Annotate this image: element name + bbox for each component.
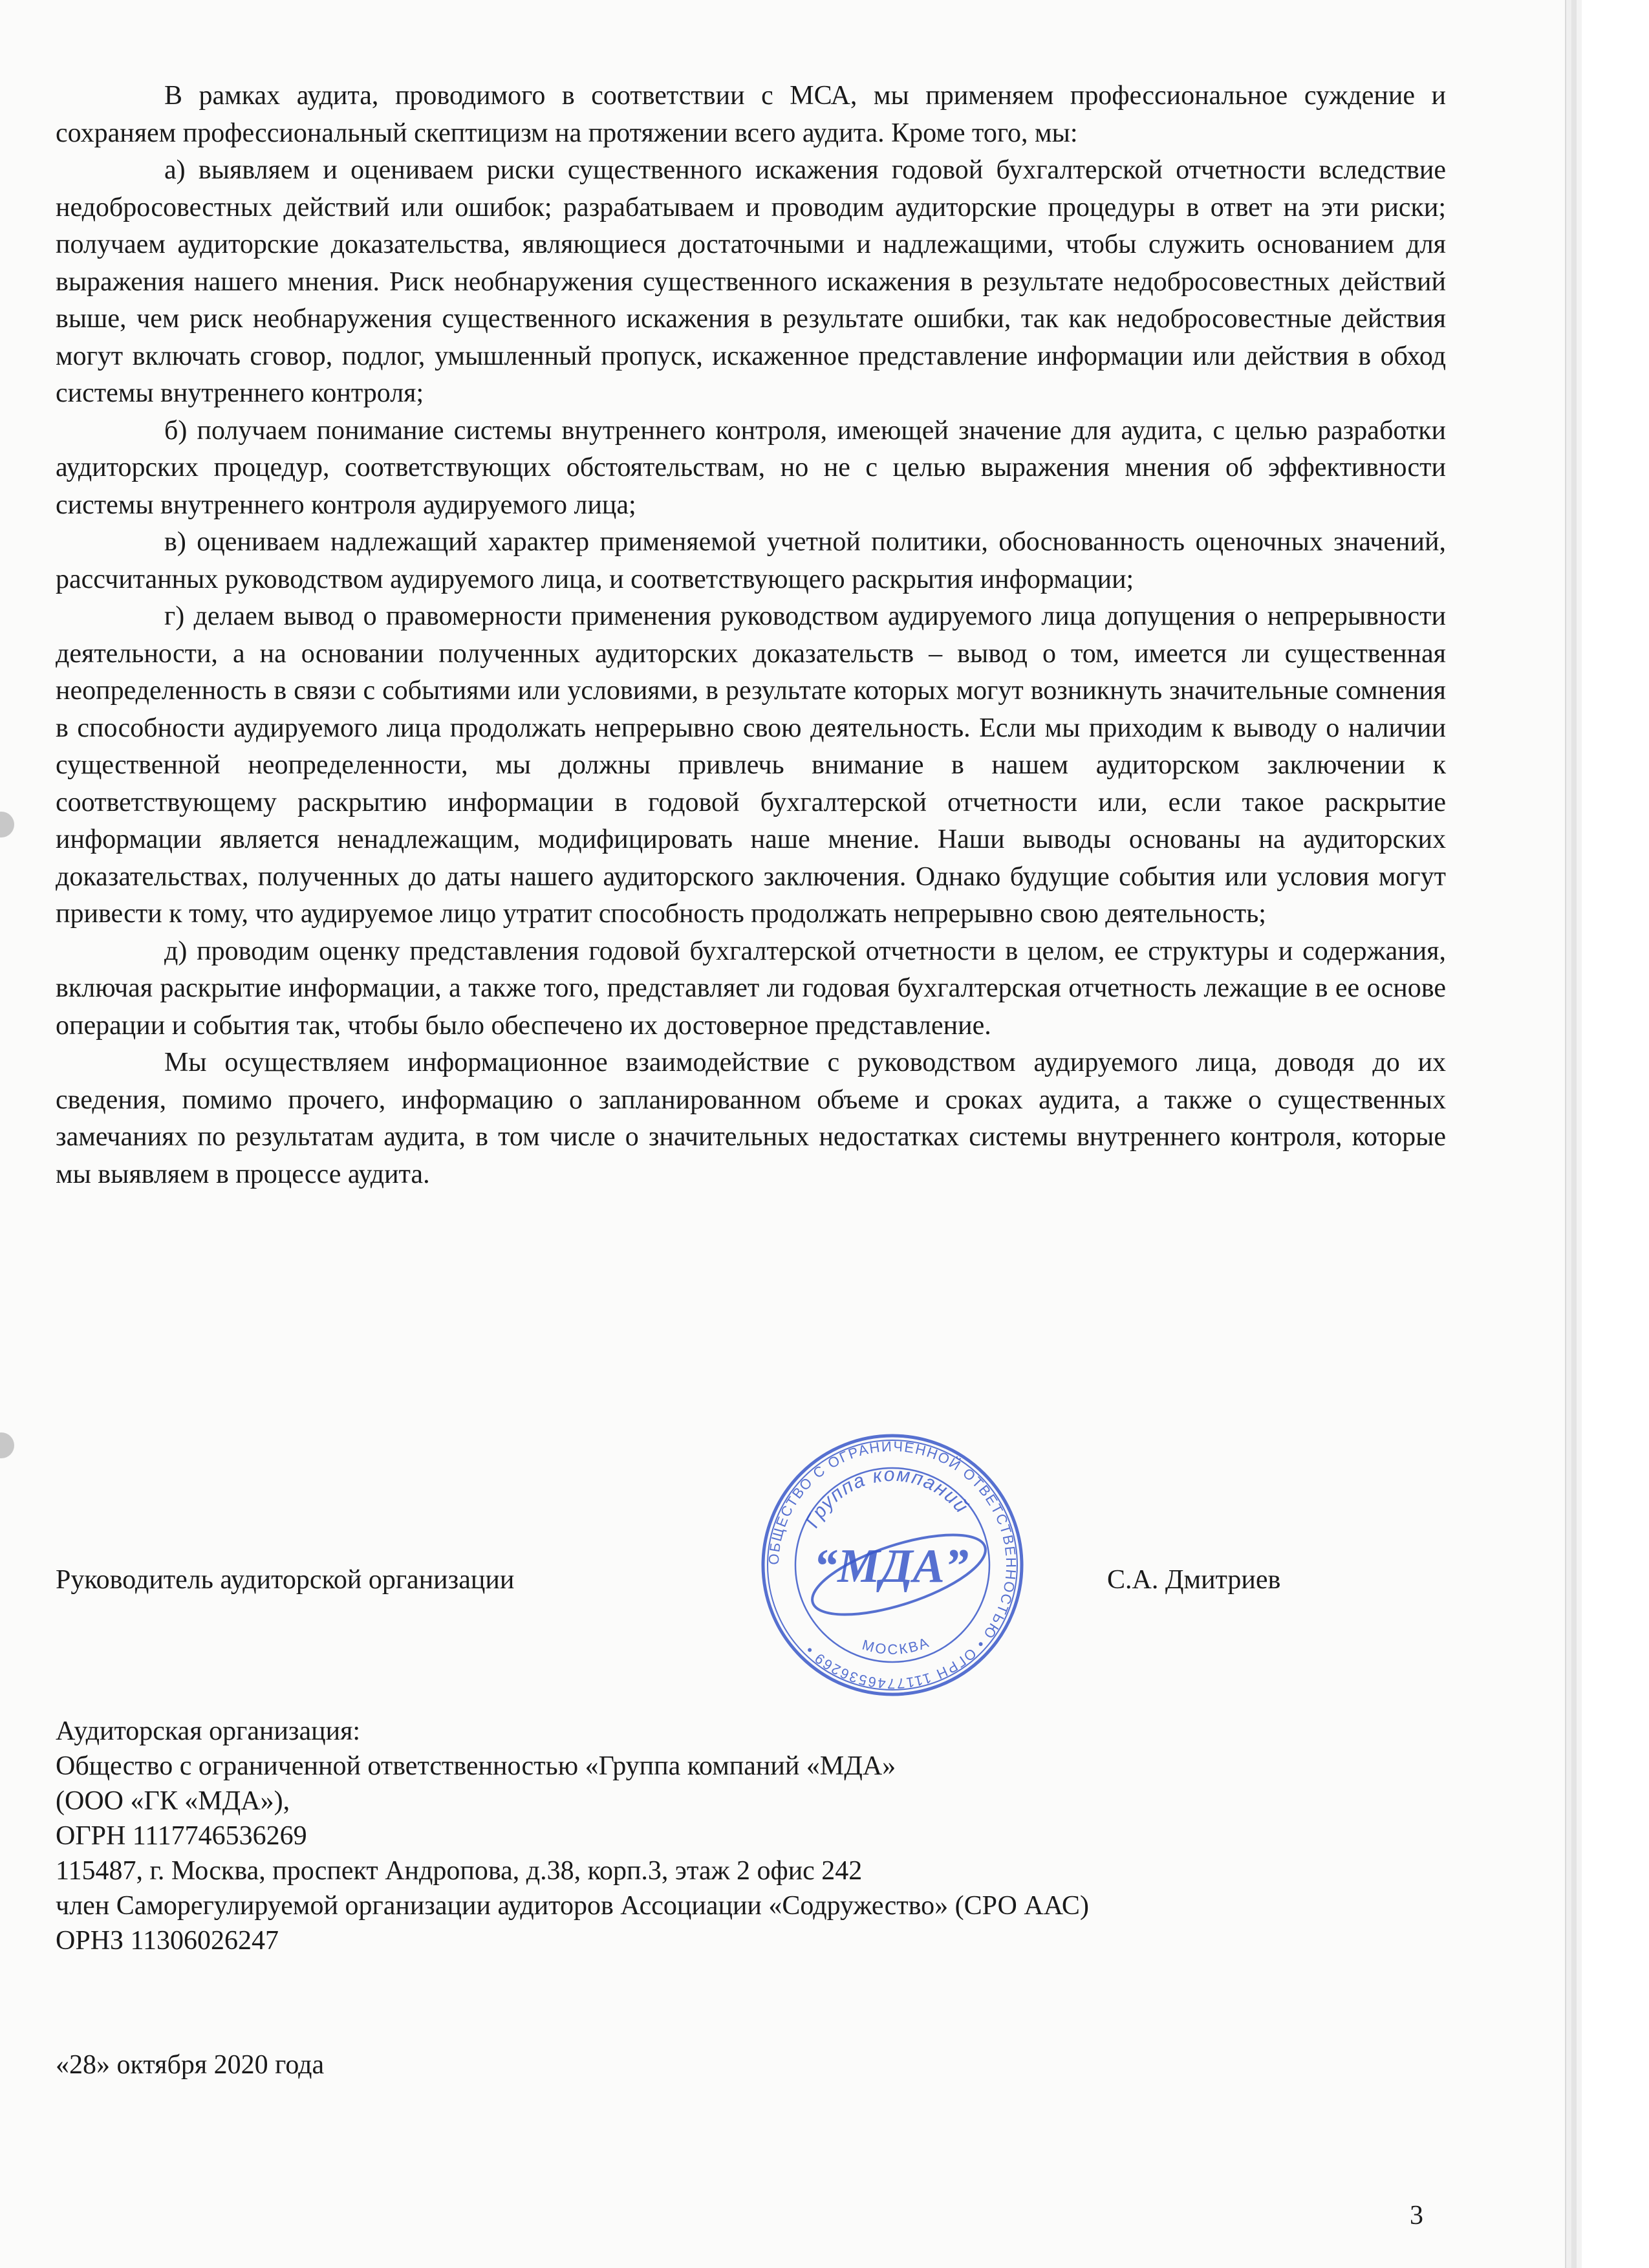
org-ogrn: ОГРН 1117746536269 — [56, 1821, 307, 1851]
org-ornz: ОРНЗ 11306026247 — [56, 1926, 279, 1956]
seal-center-text: “МДА” — [814, 1540, 969, 1593]
org-address: 115487, г. Москва, проспект Андропова, д.38, корп.3, этаж 2 офис 242 — [56, 1856, 863, 1886]
paragraph-item-d: д) проводим оценку представления годовой бухгалтерской отчетности в целом, ее структуры и содержания, включая раскрытие информации, а также того, представляет ли годовая бухгалтерская отчетность лежащие в ее основе операции и события так, чтобы было обеспечено их достоверное представление. — [56, 936, 1446, 1041]
org-full-name: Общество с ограниченной ответственностью «Группа компаний «МДА» — [56, 1751, 896, 1781]
signature-row — [56, 1562, 1446, 1607]
report-date: «28» октября 2020 года — [56, 2050, 325, 2080]
paragraph-intro: В рамках аудита, проводимого в соответствии с МСА, мы применяем профессиональное суждение и сохраняем профессиональный скептицизм на протяжении всего аудита. Кроме того, мы: — [56, 81, 1446, 148]
svg-text:МОСКВА — [861, 1634, 932, 1658]
org-short-name: (ООО «ГК «МДА»), — [56, 1786, 290, 1816]
seal-inner-text: Группа компаний — [801, 1463, 973, 1531]
audit-responsibilities-text — [56, 78, 1446, 1193]
signatory-name: С.А. Дмитриев — [1107, 1565, 1281, 1595]
auditor-organization-details — [56, 1714, 1446, 1958]
page-number: 3 — [1410, 2201, 1423, 2230]
paragraph-communication: Мы осуществляем информационное взаимодействие с руководством аудируемого лица, доводя до их сведения, помимо прочего, информацию о запланированном объеме и сроках аудита, а также о существенных замечаниях по результатам аудита, в том числе о значительных недостатках системы внутреннего контроля, которые мы выявляем в процессе аудита. — [56, 1048, 1446, 1189]
binder-hole-top — [0, 812, 14, 837]
org-membership: член Саморегулируемой организации аудиторов Ассоциации «Содружество» (СРО ААС) — [56, 1891, 1089, 1921]
signatory-role: Руководитель аудиторской организации — [56, 1565, 515, 1595]
paragraph-item-v: в) оцениваем надлежащий характер применяемой учетной политики, обоснованность оценочных значений, рассчитанных руководством аудируемого лица, и соответствующего раскрытия информации; — [56, 527, 1446, 594]
org-heading: Аудиторская организация: — [56, 1716, 361, 1746]
seal-outer-text: ОБЩЕСТВО С ОГРАНИЧЕННОЙ ОТВЕТСТВЕННОСТЬЮ • ОГРН 1117746536269 • — [765, 1438, 1020, 1692]
seal-city-text: МОСКВА — [860, 1634, 932, 1658]
paragraph-item-g: г) делаем вывод о правомерности применения руководством аудируемого лица допущения о непрерывности деятельности, а на основании полученных аудиторских доказательств – вывод о том, имеется ли существенная неопределенность в связи с событиями или условиями, в результате которых могут возникнуть значительные сомнения в способности аудируемого лица продолжать непрерывно свою деятельность. Если мы приходим к выводу о наличии существенной неопределенности, мы должны привлечь внимание в нашем аудиторском заключении к соответствующему раскрытию информации в годовой бухгалтерской отчетности или, если такое раскрытие информации является ненадлежащим, модифицировать наше мнение. Наши выводы основаны на аудиторских доказательствах, полученных до даты нашего аудиторского заключения. Однако будущие события или условия могут привести к тому, что аудируемое лицо утратит способность продолжать непрерывно свою деятельность; — [56, 601, 1446, 929]
paragraph-item-b: б) получаем понимание системы внутреннего контроля, имеющей значение для аудита, с целью разработки аудиторских процедур, соответствующих обстоятельствам, но не с целью выражения мнения об эффективности системы внутреннего контроля аудируемого лица; — [56, 415, 1446, 520]
binder-hole-bottom — [0, 1432, 14, 1458]
paragraph-item-a: а) выявляем и оцениваем риски существенного искажения годовой бухгалтерской отчетности вследствие недобросовестных действий или ошибок; разрабатываем и проводим аудиторские процедуры в ответ на эти риски; получаем аудиторские доказательства, являющиеся достаточными и надлежащими, чтобы служить основанием для выражения нашего мнения. Риск необнаружения существенного искажения в результате недобросовестных действий выше, чем риск необнаружения существенного искажения в результате ошибки, так как недобросовестные действия могут включать сговор, подлог, умышленный пропуск, искаженное представление информации или действия в обход системы внутреннего контроля; — [56, 155, 1446, 408]
